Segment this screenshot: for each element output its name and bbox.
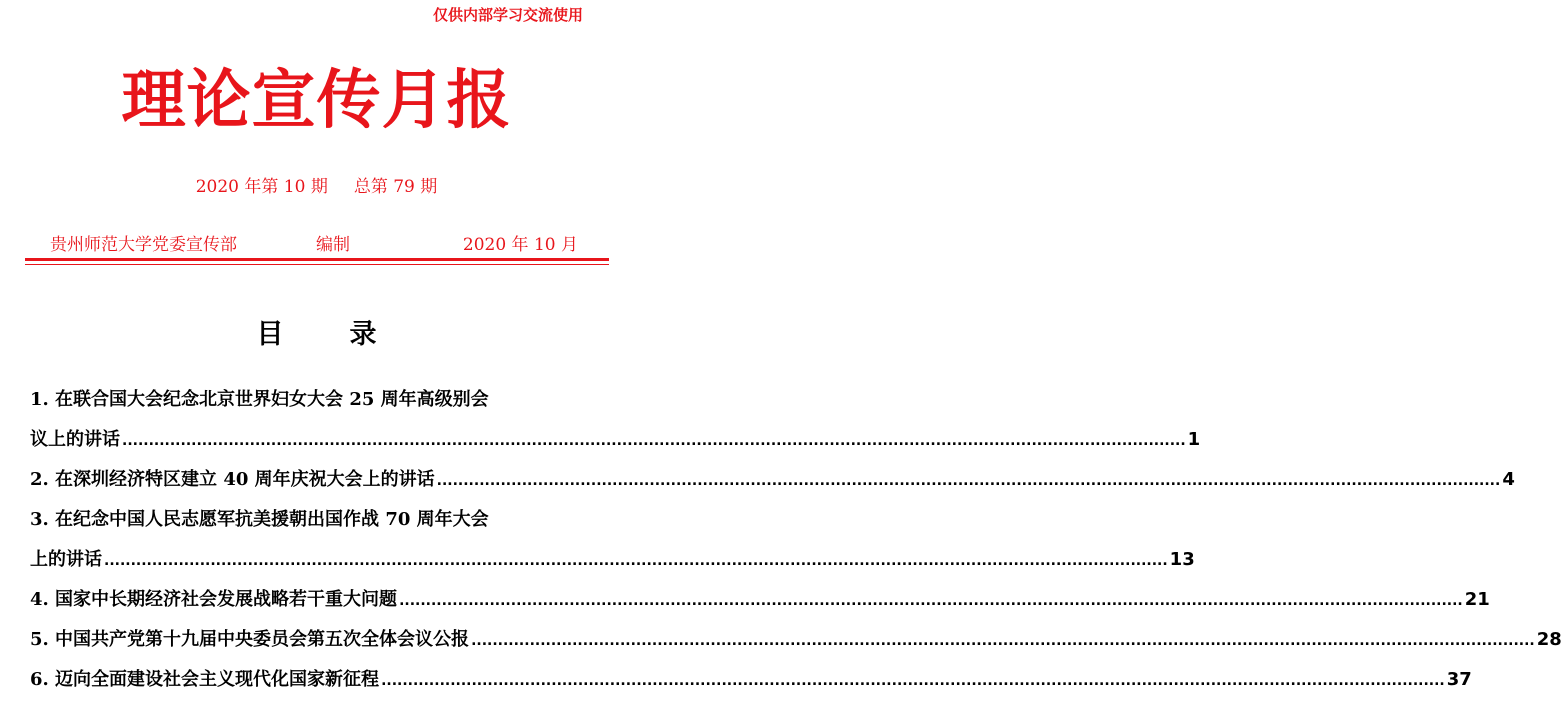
toc-leader-dots: ........................................................................................................................................................................................................ bbox=[104, 553, 1168, 569]
toc-leader-dots: ........................................................................................................................................................................................................ bbox=[471, 633, 1535, 649]
toc-entry-1-line2[interactable] bbox=[30, 420, 1201, 460]
header-rule-thin bbox=[25, 264, 609, 265]
issue-info bbox=[0, 172, 633, 197]
toc-entry-3-line1[interactable] bbox=[30, 500, 581, 540]
editor-role: 编制 bbox=[316, 235, 350, 255]
toc-entry-5-page: 28 bbox=[1536, 629, 1562, 650]
toc-entry-4-text: 4. 国家中长期经济社会发展战略若干重大问题 bbox=[30, 589, 398, 610]
toc-leader-dots: ........................................................................................................................................................................................................ bbox=[381, 673, 1445, 689]
toc-leader-dots: ........................................................................................................................................................................................................ bbox=[122, 433, 1186, 449]
toc-entry-1-line1[interactable] bbox=[30, 380, 581, 420]
toc-entry-5-text: 5. 中国共产党第十九届中央委员会第五次全体会议公报 bbox=[30, 629, 470, 650]
editor-org: 贵州师范大学党委宣传部 bbox=[50, 235, 237, 255]
toc-entry-6-page: 37 bbox=[1446, 669, 1472, 690]
toc-entry-6-text: 6. 迈向全面建设社会主义现代化国家新征程 bbox=[30, 669, 380, 690]
toc-leader-dots: ........................................................................................................................................................................................................ bbox=[436, 473, 1501, 489]
masthead-title: 理论宣传月报 bbox=[121, 63, 512, 138]
toc-leader-dots: ........................................................................................................................................................................................................ bbox=[399, 593, 1463, 609]
toc-entry-2-page: 4 bbox=[1502, 469, 1515, 490]
toc-entry-5[interactable] bbox=[30, 620, 1562, 660]
header-rule-thick bbox=[25, 258, 609, 261]
editor-date: 2020 年 10 月 bbox=[462, 235, 578, 255]
issue-number: 2020 年第 10 期 bbox=[195, 177, 328, 197]
toc-entry-1-page: 1 bbox=[1187, 429, 1201, 450]
toc-title bbox=[0, 312, 633, 351]
toc-entry-3-page: 13 bbox=[1169, 549, 1195, 570]
toc-entry-1-cont: 议上的讲话 bbox=[30, 429, 120, 450]
toc-entry-4-page: 21 bbox=[1464, 589, 1490, 610]
toc-entry-1-text: 1. 在联合国大会纪念北京世界妇女大会 25 周年高级别会 bbox=[30, 389, 489, 410]
toc-title-right: 录 bbox=[349, 319, 377, 350]
toc-entry-3-line2[interactable] bbox=[30, 540, 1195, 580]
internal-use-notice: 仅供内部学习交流使用 bbox=[432, 6, 583, 24]
toc-entry-2[interactable] bbox=[30, 460, 1515, 500]
table-of-contents bbox=[30, 380, 1562, 700]
toc-entry-4[interactable] bbox=[30, 580, 1490, 620]
issue-total: 总第 79 期 bbox=[353, 177, 438, 197]
toc-entry-6[interactable] bbox=[30, 660, 1472, 700]
toc-entry-3-cont: 上的讲话 bbox=[30, 549, 102, 570]
toc-entry-3-text: 3. 在纪念中国人民志愿军抗美援朝出国作战 70 周年大会 bbox=[30, 509, 489, 530]
toc-entry-2-text: 2. 在深圳经济特区建立 40 周年庆祝大会上的讲话 bbox=[30, 469, 435, 490]
toc-title-left: 目 bbox=[256, 319, 284, 350]
